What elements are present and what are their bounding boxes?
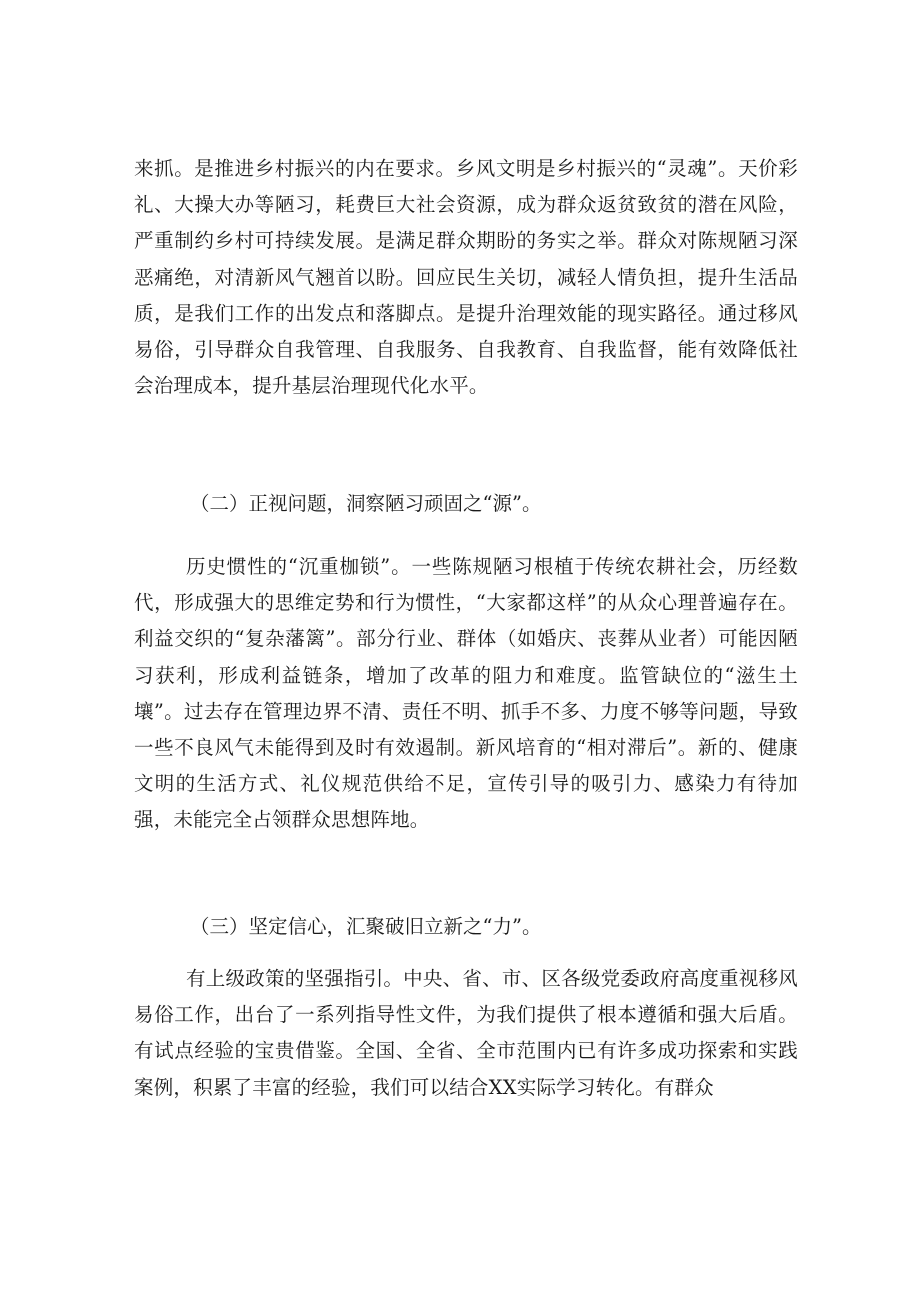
section-heading-3: （三）坚定信心，汇聚破旧立新之“力”。 xyxy=(190,915,542,938)
body-paragraph-1: 来抓。是推进乡村振兴的内在要求。乡风文明是乡村振兴的“灵魂”。天价彩礼、大操大办等陋习，耗费巨大社会资源，成为群众返贫致贫的潜在风险，严重制约乡村可持续发展。是满足群众期盼的务实之举。群众对陈规陋习深恶痛绝，对清新风气翘首以盼。回应民生关切，减轻人情负担，提升生活品质，是我们工作的出发点和落脚点。是提升治理效能的现实路径。通过移风易俗，引导群众自我管理、自我服务、自我教育、自我监督，能有效降低社会治理成本，提升基层治理现代化水平。 xyxy=(134,157,798,398)
body-paragraph-3: 有上级政策的坚强指引。中央、省、市、区各级党委政府高度重视移风易俗工作，出台了一系列指导性文件，为我们提供了根本遵循和强大后盾。有试点经验的宝贵借鉴。全国、全省、全市范围内已有许多成功探索和实践案例，积累了丰富的经验，我们可以结合XX实际学习转化。有群众 xyxy=(134,967,798,1099)
section-heading-2: （二）正视问题，洞察陋习顽固之“源”。 xyxy=(190,492,542,515)
body-paragraph-2: 历史惯性的“沉重枷锁”。一些陈规陋习根植于传统农耕社会，历经数代，形成强大的思维定势和行为惯性，“大家都这样”的从众心理普遍存在。利益交织的“复杂藩篱”。部分行业、群体（如婚庆、丧葬从业者）可能因陋习获利，形成利益链条，增加了改革的阻力和难度。监管缺位的“滋生土壤”。过去存在管理边界不清、责任不明、抓手不多、力度不够等问题，导致一些不良风气未能得到及时有效遏制。新风培育的“相对滞后”。新的、健康文明的生活方式、礼仪规范供给不足，宣传引导的吸引力、感染力有待加强，未能完全占领群众思想阵地。 xyxy=(134,555,798,832)
